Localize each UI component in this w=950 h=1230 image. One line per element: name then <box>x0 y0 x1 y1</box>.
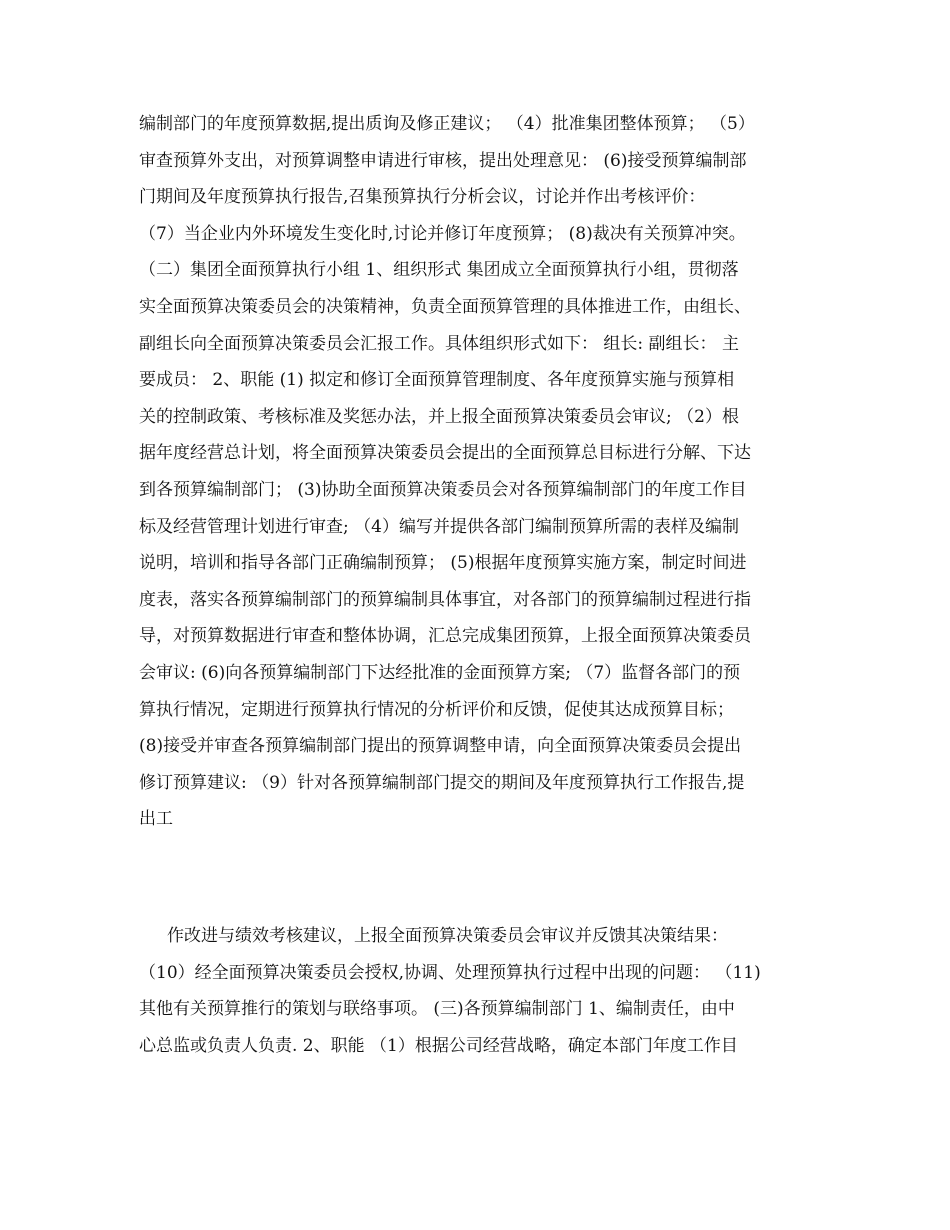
text-line: 出工 <box>139 809 173 830</box>
text-line: 导，对预算数据进行审查和整体协调，汇总完成集团预算，上报全面预算决策委员 <box>139 626 751 647</box>
text-line: 实全面预算决策委员会的决策精神，负责全面预算管理的具体推进工作，由组长、 <box>139 296 751 317</box>
text-line: 度表，落实各预算编制部门的预算编制具体事宜，对各部门的预算编制过程进行指 <box>139 589 751 610</box>
text-line: 修订预算建议: （9）针对各预算编制部门提交的期间及年度预算执行工作报告,提 <box>139 772 745 793</box>
text-line: （10）经全面预算决策委员会授权,协调、处理预算执行过程中出现的问题： （11) <box>139 962 761 983</box>
text-line: 关的控制政策、考核标准及奖惩办法，并上报全面预算决策委员会审议; （2）根 <box>139 406 739 427</box>
text-line: （二）集团全面预算执行小组 1、组织形式 集团成立全面预算执行小组，贯彻落 <box>139 260 739 281</box>
text-line: 门期间及年度预算执行报告,召集预算执行分析会议，讨论并作出考核评价： <box>139 187 706 208</box>
text-line: 会审议: (6)向各预算编制部门下达经批准的金面预算方案; （7）监督各部门的预 <box>139 662 741 683</box>
text-line: 标及经营管理计划进行审查; （4）编写并提供各部门编制预算所需的表样及编制 <box>139 516 739 537</box>
text-line: (8)接受并审查各预算编制部门提出的预算调整申请，向全面预算决策委员会提出 <box>139 736 742 757</box>
text-line: 说明，培训和指导各部门正确编制预算； (5)根据年度预算实施方案，制定时间进 <box>139 553 747 574</box>
text-line: 要成员： 2、职能 (1) 拟定和修订全面预算管理制度、各年度预算实施与预算相 <box>139 370 735 391</box>
text-line: 其他有关预算推行的策划与联络事项。 (三)各预算编制部门 1、编制责任，由中 <box>139 999 735 1020</box>
paragraph-2 <box>139 918 839 1064</box>
text-line: 审查预算外支出，对预算调整申请进行审核，提出处理意见： (6)接受预算编制部 <box>139 150 747 171</box>
text-line: 副组长向全面预算决策委员会汇报工作。具体组织形式如下： 组长: 副组长： 主 <box>139 333 739 354</box>
text-line: 据年度经营总计划，将全面预算决策委员会提出的全面预算总目标进行分解、下达 <box>139 443 751 464</box>
text-line: 编制部门的年度预算数据,提出质询及修正建议； （4）批准集团整体预算； （5） <box>139 114 755 134</box>
text-line: 心总监或负责人负责. 2、职能 （1）根据公司经营战略，确定本部门年度工作目 <box>139 1035 738 1056</box>
text-line: 到各预算编制部门； (3)协助全面预算决策委员会对各预算编制部门的年度工作目 <box>139 479 747 500</box>
text-line: 作改进与绩效考核建议，上报全面预算决策委员会审议并反馈其决策结果： <box>167 926 728 946</box>
paragraph-1 <box>139 106 839 838</box>
text-line: 算执行情况，定期进行预算执行情况的分析评价和反馈，促使其达成预算目标； <box>139 699 734 720</box>
text-line: （7）当企业内外环境发生变化时,讨论并修订年度预算； (8)裁决有关预算冲突。 <box>139 223 746 244</box>
